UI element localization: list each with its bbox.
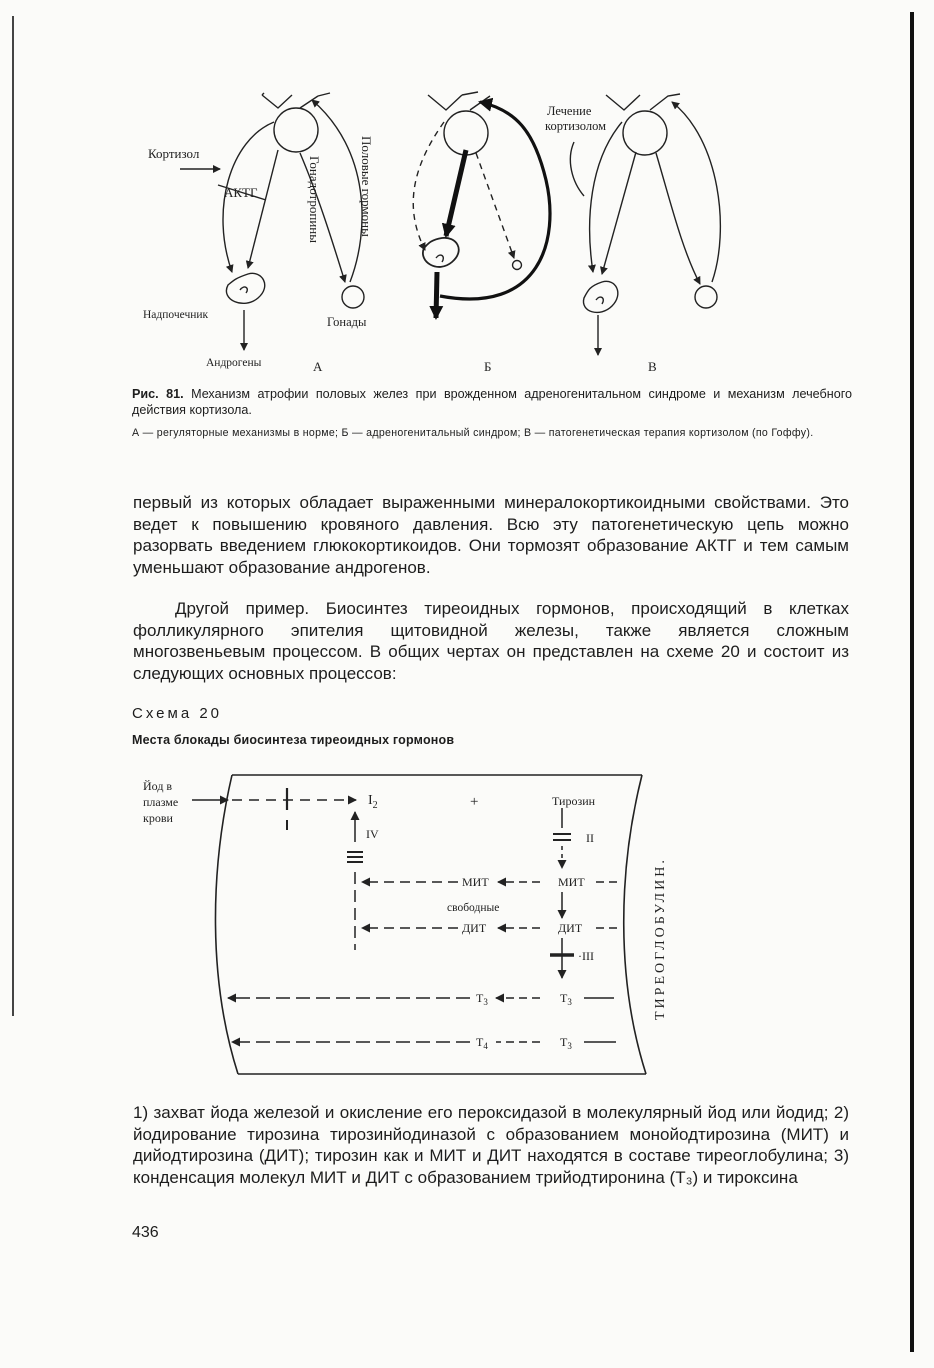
paragraph-3: 1) захват йода железой и окисление его пероксидазой в молекулярный йод или йодид; 2) йодирование тирозина тирозинйодиназой с образованием монойодтирозина (МИТ) и дийодтирозина (ДИТ); тирозин как и МИТ и ДИТ находятся в составе тиреоглобулина; 3) конденсация молекул МИТ и ДИТ с образованием трийодтиронина (Т₃) и тироксина bbox=[133, 1103, 849, 1187]
figure-caption-label: Рис. 81. bbox=[132, 387, 184, 401]
label-dit-left: ДИТ bbox=[462, 921, 487, 935]
paragraph-1: первый из которых обладает выраженными минералокортикоидными свойствами. Это ведет к повышению кровяного давления. Всю эту патогенетическую цепь можно разорвать введением глюкокортикоидов. Они тормозят образование АКТГ и тем самым уменьшают образование андрогенов. bbox=[133, 493, 849, 577]
panel-b-thick-arrow-down bbox=[446, 150, 466, 236]
label-sex-hormones: Половые гормоны bbox=[359, 136, 374, 237]
label-dit-right: ДИТ bbox=[558, 921, 583, 935]
label-gonads: Гонады bbox=[327, 315, 367, 329]
panel-b-thick-arrow-out bbox=[436, 272, 437, 318]
label-free: свободные bbox=[447, 902, 500, 914]
label-i2: $I_2$ bbox=[368, 793, 378, 811]
scheme-labels bbox=[143, 779, 668, 1051]
label-block-iii: ·III bbox=[578, 949, 594, 963]
scheme-arrows bbox=[192, 788, 620, 1042]
label-t3-bottom: $Т_3$ bbox=[560, 1035, 572, 1051]
panel-c-diagram bbox=[570, 94, 720, 355]
label-actg: АКТГ bbox=[224, 185, 258, 200]
figure-caption-text: Механизм атрофии половых желез при врожденном адреногенитальном синдроме и механизм лечебного действия кортизола. bbox=[132, 387, 853, 417]
label-tyrosine: Тирозин bbox=[552, 794, 596, 808]
page-number: 436 bbox=[132, 1224, 159, 1241]
label-panel-a: А bbox=[313, 359, 323, 374]
label-iodine-1: Йод в bbox=[143, 779, 173, 793]
label-androgens: Андрогены bbox=[206, 357, 262, 369]
label-mit-left: МИТ bbox=[462, 875, 489, 889]
label-iodine-2: плазме bbox=[143, 795, 179, 809]
scheme-20-diagram bbox=[130, 768, 690, 1078]
label-gonadotropins: Гонадотропины bbox=[307, 156, 322, 243]
figure-81-diagram bbox=[130, 82, 730, 382]
label-treatment-line2: кортизолом bbox=[545, 119, 607, 133]
label-adrenal: Надпочечник bbox=[143, 309, 209, 321]
panel-b-thin-line bbox=[462, 92, 478, 95]
label-mit-right: МИТ bbox=[558, 875, 585, 889]
label-treatment-line1: Лечение bbox=[547, 104, 592, 118]
label-block-iv: IV bbox=[366, 827, 379, 841]
label-panel-c: В bbox=[648, 359, 657, 374]
label-t4: $Т_4$ bbox=[476, 1035, 488, 1051]
figure-caption bbox=[132, 386, 852, 418]
label-iodine-3: крови bbox=[143, 811, 173, 825]
panel-b-diagram bbox=[413, 95, 521, 270]
label-plus: + bbox=[470, 794, 479, 810]
paragraph-2: Другой пример. Биосинтез тиреоидных гормонов, происходящий в клетках фолликулярного эпителия щитовидной железы, также является сложным многозвеньевым процессом. В общих чертах он представлен на схеме 20 и состоит из следующих основных процессов: bbox=[133, 599, 849, 683]
page-edge-shadow-right bbox=[910, 12, 914, 1352]
figure-caption-subtext: А — регуляторные механизмы в норме; Б — адреногенитальный синдром; В — патогенетическая терапия кортизолом (по Гоффу). bbox=[132, 427, 814, 439]
scheme-title: Места блокады биосинтеза тиреоидных гормонов bbox=[132, 733, 455, 747]
scheme-label: Схема 20 bbox=[132, 705, 223, 722]
label-t3-left: $Т_3$ bbox=[476, 991, 488, 1007]
page-edge-shadow-left bbox=[12, 16, 14, 1016]
label-t3-right: $Т_3$ bbox=[560, 991, 572, 1007]
label-cortisol: Кортизол bbox=[148, 146, 200, 161]
label-thyroglobulin: ТИРЕОГЛОБУЛИН. bbox=[653, 857, 668, 1020]
label-block-ii: II bbox=[586, 831, 594, 845]
label-panel-b: Б bbox=[484, 359, 492, 374]
